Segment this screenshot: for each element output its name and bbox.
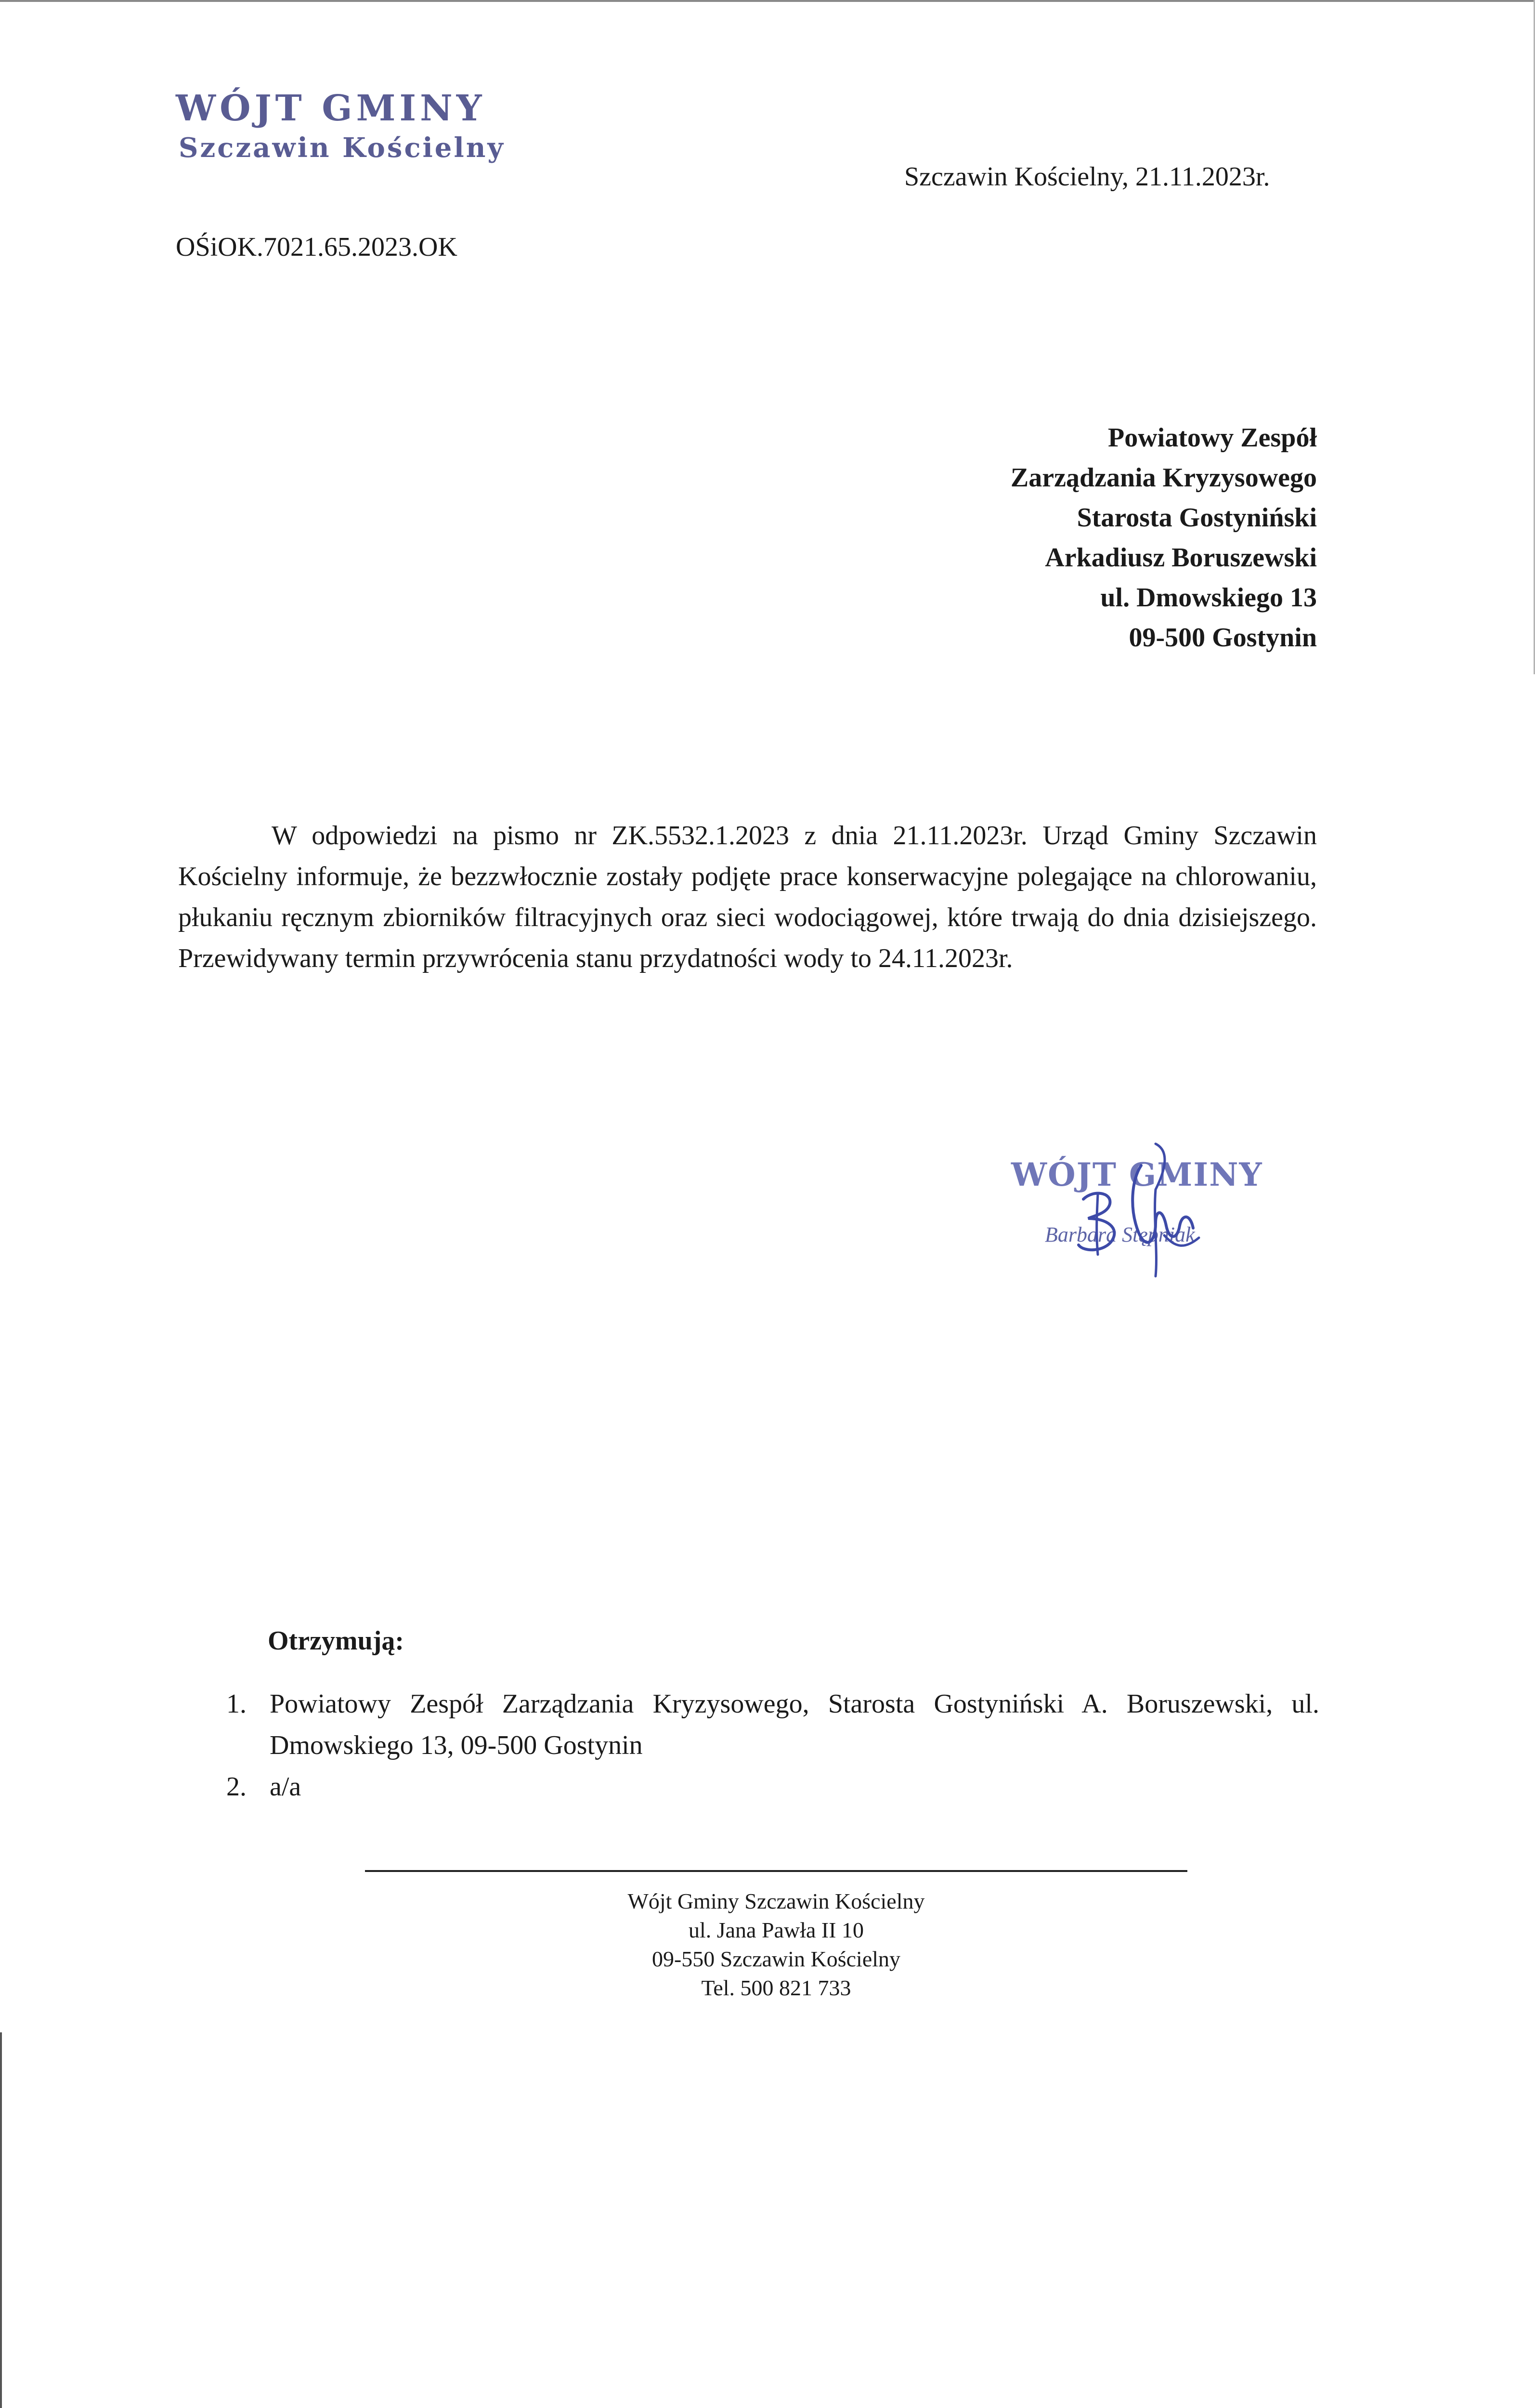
footer-line: Wójt Gminy Szczawin Kościelny <box>627 1889 925 1913</box>
signature-stamp-title: WÓJT GMINY <box>1011 1156 1263 1193</box>
recipient-line: Arkadiusz Boruszewski <box>1045 543 1317 573</box>
recipient-line: ul. Dmowskiego 13 <box>1100 583 1317 613</box>
list-item <box>212 1683 1319 1766</box>
signature-stamp-name: Barbara Stępniak <box>1045 1223 1195 1246</box>
list-item-number: 1. <box>226 1689 247 1719</box>
scan-edge-top <box>0 0 1535 2</box>
header-stamp-title: WÓJT GMINY <box>176 88 486 129</box>
letter-body: W odpowiedzi na pismo nr ZK.5532.1.2023 z dnia 21.11.2023r. Urząd Gminy Szczawin Kościelny informuje, że bezzwłocznie zostały podjęte prace konserwacyjne polegające na chlorowaniu, płukaniu ręcznym zbiorników filtracyjnych oraz sieci wodociągowej, które trwają do dnia dzisiejszego. Przewidywany termin przywrócenia stanu przydatności wody to 24.11.2023r. <box>178 821 1317 973</box>
scan-edge-left <box>0 2032 2 2408</box>
list-item-text: a/a <box>270 1772 301 1802</box>
footer-line: ul. Jana Pawła II 10 <box>688 1918 864 1942</box>
place-and-date: Szczawin Kościelny, 21.11.2023r. <box>904 162 1270 192</box>
recipient-line: Powiatowy Zespół <box>1108 423 1317 453</box>
recipient-address <box>1011 418 1317 658</box>
handwritten-signature <box>1011 1137 1310 1281</box>
signature-stamp <box>1011 1137 1310 1281</box>
header-stamp-municipality: Szczawin Kościelny <box>179 132 505 164</box>
footer-address <box>365 1887 1187 2002</box>
recipient-line: Starosta Gostyniński <box>1077 503 1317 533</box>
recipients-list <box>212 1683 1319 1807</box>
footer-line: Tel. 500 821 733 <box>701 1976 851 2000</box>
footer-line: 09-550 Szczawin Kościelny <box>651 1947 901 1971</box>
header-stamp <box>176 87 505 165</box>
reference-number: OŚiOK.7021.65.2023.OK <box>176 232 457 262</box>
footer-divider <box>365 1870 1187 1872</box>
recipient-line: Zarządzania Kryzysowego <box>1010 463 1317 493</box>
list-item-text: Powiatowy Zespół Zarządzania Kryzysowego, Starosta Gostyniński A. Boruszewski, ul. Dmowskiego 13, 09-500 Gostynin <box>270 1689 1319 1760</box>
recipients-heading: Otrzymują: <box>268 1626 404 1656</box>
recipient-line: 09-500 Gostynin <box>1129 623 1317 653</box>
list-item-number: 2. <box>226 1772 247 1802</box>
list-item <box>212 1766 1319 1807</box>
